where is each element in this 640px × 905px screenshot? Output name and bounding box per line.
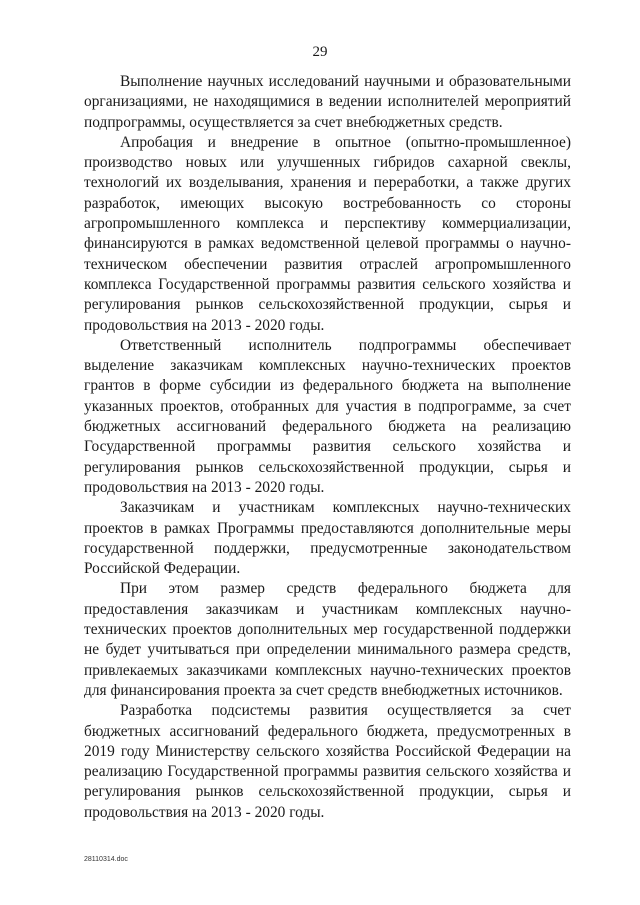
paragraph-subsystem-development: Разработка подсистемы развития осуществляется за счет бюджетных ассигнований федерального бюджета, предусмотренных в 2019 году Министерству сельского хозяйства Российской Федерации на реализацию Государственной программы развития сельского хозяйства и регулирования рынков сельскохозяйственной продукции, сырья и продовольствия на 2013 - 2020 годы. [84,702,571,821]
document-file-code: 28110314.doc [84,856,128,863]
paragraph-research-funding: Выполнение научных исследований научными и образовательными организациями, не находящимися в ведении исполнителей мероприятий подпрограммы, осуществляется за счет внебюджетных средств. [84,73,571,131]
page-number: 29 [312,44,328,60]
paragraph-grants: Ответственный исполнитель подпрограммы обеспечивает выделение заказчикам комплексных научно-технических проектов грантов в форме субсидии из федерального бюджета на выполнение указанных проектов, отобранных для участия в подпрограмме, за счет бюджетных ассигнований федерального бюджета на реализацию Государственной программы развития сельского хозяйства и регулирования рынков сельскохозяйственной продукции, сырья и продовольствия на 2013 - 2020 годы. [84,336,571,496]
document-body [84,72,571,823]
paragraph-support-measures: Заказчикам и участникам комплексных научно-технических проектов в рамках Программы предоставляются дополнительные меры государственной поддержки, предусмотренные законодательством Российской Федерации. [84,499,571,578]
paragraph-approbation: Апробация и внедрение в опытное (опытно-промышленное) производство новых или улучшенных гибридов сахарной свеклы, технологий их возделывания, хранения и переработки, а также других разработок, имеющих высокую востребованность со стороны агропромышленного комплекса и перспективу коммерциализации, финансируются в рамках ведомственной целевой программы о научно-техническом обеспечении развития отраслей агропромышленного комплекса Государственной программы развития сельского хозяйства и регулирования рынков сельскохозяйственной продукции, сырья и продовольствия на 2013 - 2020 годы. [84,133,571,334]
paragraph-budget-size: При этом размер средств федерального бюджета для предоставления заказчикам и участникам комплексных научно-технических проектов дополнительных мер государственной поддержки не будет учитываться при определении минимального размера средств, привлекаемых заказчиками комплексных научно-технических проектов для финансирования проекта за счет средств внебюджетных источников. [84,580,571,699]
